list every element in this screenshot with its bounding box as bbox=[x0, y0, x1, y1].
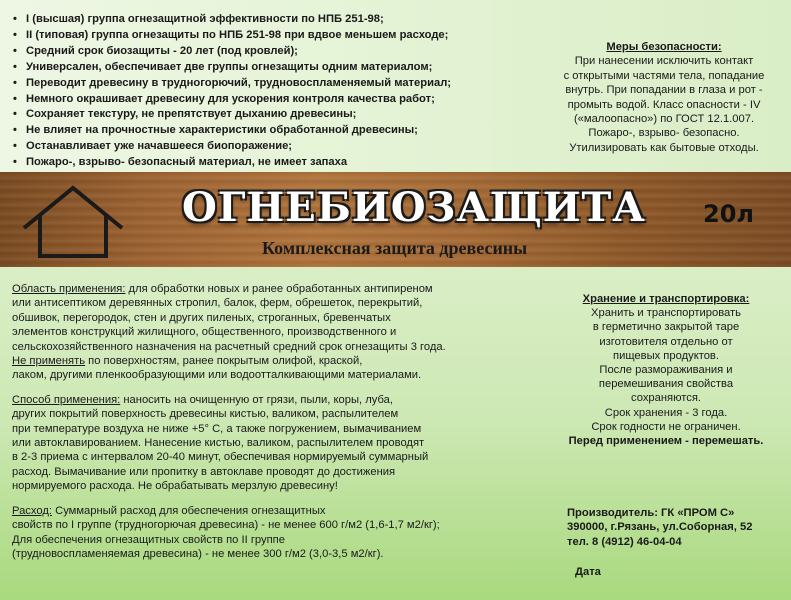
text-line: лаком, другими пленкообразующими или водоотталкивающими материалами. bbox=[12, 369, 422, 382]
text-line: при температуре воздуха не ниже +5° С, а также погружением, вымачиванием bbox=[12, 422, 422, 435]
text-line: элементов конструкций жилищного, общественного, производственного и bbox=[12, 326, 397, 339]
text-line: или автоклавированием. Нанесение кистью, валиком, распылителем проводят bbox=[12, 437, 425, 450]
storage-line: Срок годности не ограничен. bbox=[591, 420, 741, 433]
text-line: (трудновоспламеняемая древесина) - не менее 300 г/м2 (3,0-3,5 м2/кг). bbox=[12, 547, 384, 560]
text-line: или антисептиком деревянных стропил, балок, ферм, обрешеток, перекрытий, bbox=[12, 297, 423, 310]
text-line: свойств по I группе (трудногорючая древесина) - не менее 600 г/м2 (1,6-1,7 м2/кг); bbox=[12, 519, 440, 532]
storage-line: Срок хранения - 3 года. bbox=[604, 406, 728, 419]
not-apply-label: Не применять bbox=[12, 355, 86, 368]
safety-line: внутрь. При попадании в глаза и рот - bbox=[565, 84, 763, 97]
application-label: Область применения: bbox=[12, 283, 126, 295]
producer-phone: тел. 8 (4912) 46-04-04 bbox=[567, 535, 682, 548]
safety-line: промыть водой. Класс опасности - IV bbox=[567, 98, 761, 111]
feature-item: • Пожаро-, взрыво- безопасный материал, не имеет запаха bbox=[12, 155, 532, 171]
feature-item: • Сохраняет текстуру, не препятствует дыханию древесины; bbox=[12, 107, 532, 123]
feature-item: • Немного окрашивает древесину для ускорения контроля качества работ; bbox=[12, 92, 532, 108]
text-line: нормируемого расхода. Не обрабатывать мерзлую древесину! bbox=[12, 480, 338, 493]
feature-item: • Средний срок биозащиты - 20 лет (под кровлей); bbox=[12, 44, 532, 60]
product-subtitle: Комплексная защита древесины bbox=[262, 238, 528, 258]
house-icon bbox=[18, 182, 128, 260]
feature-item: • Переводит древесину в трудногорючий, трудновоспламеняемый материал; bbox=[12, 76, 532, 92]
feature-item: • Останавливает уже начавшееся биопоражение; bbox=[12, 139, 532, 155]
producer-name: Производитель: ГК «ПРОМ С» bbox=[567, 507, 735, 519]
safety-line: с открытыми частями тела, попадание bbox=[563, 69, 765, 82]
storage-line: перемешивания свойства bbox=[598, 378, 734, 391]
application-paragraph bbox=[12, 282, 540, 383]
safety-line: При нанесении исключить контакт bbox=[574, 55, 754, 68]
wood-banner bbox=[0, 172, 791, 267]
text-line: Суммарный расход для обеспечения огнезащитных bbox=[52, 504, 326, 517]
text-line: в 2-3 приема с интервалом 20-40 минут, обеспечивая нормируемый суммарный bbox=[12, 451, 429, 464]
storage-line: изготовителя отдельно от bbox=[599, 335, 733, 348]
method-label: Способ применения: bbox=[12, 393, 121, 406]
text-line: наносить на очищенную от грязи, пыли, коры, луба, bbox=[120, 393, 393, 406]
consumption-paragraph bbox=[12, 504, 540, 562]
storage-heading: Хранение и транспортировка: bbox=[582, 293, 750, 305]
producer-address: 390000, г.Рязань, ул.Соборная, 52 bbox=[567, 521, 753, 534]
safety-line: Утилизировать как бытовые отходы. bbox=[569, 141, 759, 154]
product-title: ОГНЕБИОЗАЩИТА bbox=[182, 184, 646, 231]
storage-line: сохраняются. bbox=[631, 392, 701, 405]
feature-item: • Не влияет на прочностные характеристики обработанной древесины; bbox=[12, 123, 532, 139]
text-line: расход. Вымачивание или пропитку в автоклаве проводят до достижения bbox=[12, 465, 396, 478]
text-line: Для обеспечения огнезащитных свойств по II группе bbox=[12, 533, 285, 546]
storage-line: в герметично закрытой таре bbox=[592, 321, 740, 334]
safety-line: Пожаро-, взрыво- безопасно. bbox=[588, 127, 740, 140]
text-line: для обработки новых и ранее обработанных антипиреном bbox=[125, 283, 433, 295]
storage-line: После размораживания и bbox=[599, 364, 733, 377]
storage-line: Хранить и транспортировать bbox=[591, 307, 741, 320]
text-line: обшивок, перегородок, стен и других пиленых, строганных, бревенчатых bbox=[12, 311, 391, 324]
features-list bbox=[12, 12, 532, 171]
text-line: сельскохозяйственного назначения на расчетный средний срок огнезащиты 3 года. bbox=[12, 340, 446, 353]
method-paragraph bbox=[12, 393, 540, 494]
feature-item: • II (типовая) группа огнезащиты по НПБ 251-98 при вдвое меньшем расходе; bbox=[12, 28, 532, 44]
storage-line: пищевых продуктов. bbox=[613, 349, 719, 362]
consumption-label: Расход: bbox=[12, 504, 52, 517]
producer-block bbox=[567, 506, 752, 549]
feature-item: • I (высшая) группа огнезащитной эффективности по НПБ 251-98; bbox=[12, 12, 532, 28]
main-text bbox=[12, 282, 540, 571]
text-line: других покрытий поверхность древесины кистью, валиком, распылителем bbox=[12, 408, 399, 421]
volume-label: 20л bbox=[703, 200, 754, 228]
storage-block bbox=[548, 292, 784, 448]
feature-item: • Универсален, обеспечивает две группы огнезащиты одним материалом; bbox=[12, 60, 532, 76]
top-section bbox=[0, 0, 791, 172]
mix-before-use: Перед применением - перемешать. bbox=[568, 435, 764, 448]
safety-heading: Меры безопасности: bbox=[606, 41, 722, 53]
safety-block bbox=[540, 40, 788, 155]
safety-line: («малоопасно») по ГОСТ 12.1.007. bbox=[573, 113, 755, 126]
date-label: Дата bbox=[575, 566, 601, 578]
text-line: по поверхностям, ранее покрытым олифой, краской, bbox=[85, 355, 363, 368]
